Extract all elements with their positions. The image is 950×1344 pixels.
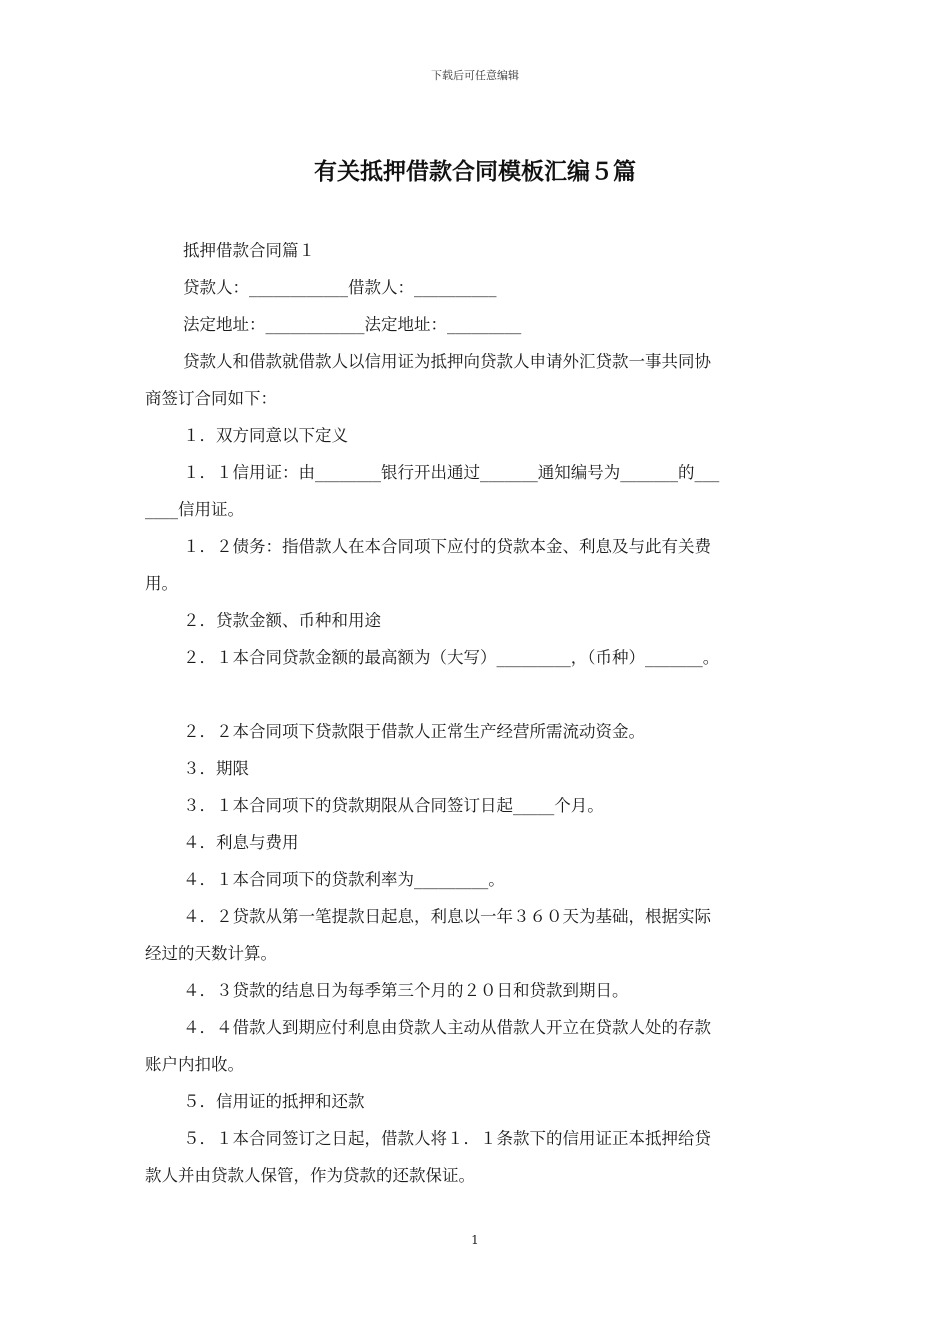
paragraph: 贷款人：____________借款人：__________ [183, 278, 497, 297]
paragraph: 法定地址：____________法定地址：_________ [183, 315, 522, 334]
paragraph: ４．２贷款从第一笔提款日起息，利息以一年３６０天为基础，根据实际 [183, 907, 711, 926]
paragraph: ４．利息与费用 [183, 833, 299, 852]
paragraph: ５．信用证的抵押和还款 [183, 1092, 365, 1111]
paragraph: ３．１本合同项下的贷款期限从合同签订日起_____个月。 [183, 796, 604, 815]
paragraph: １．双方同意以下定义 [183, 426, 348, 445]
paragraph: ５．１本合同签订之日起，借款人将１．１条款下的信用证正本抵押给贷 [183, 1129, 711, 1148]
paragraph: １．１信用证：由________银行开出通过_______通知编号为_______的___ [183, 463, 720, 482]
document-title: 有关抵押借款合同模板汇编５篇 [314, 159, 636, 185]
header-note: 下载后可任意编辑 [431, 69, 519, 82]
paragraph-continuation: 经过的天数计算。 [145, 944, 277, 963]
paragraph: ４．４借款人到期应付利息由贷款人主动从借款人开立在贷款人处的存款 [183, 1018, 711, 1037]
paragraph-continuation: 账户内扣收。 [145, 1055, 244, 1074]
paragraph: ２．１本合同贷款金额的最高额为（大写）_________，（币种）_______。 [183, 648, 720, 667]
paragraph: ２．贷款金额、币种和用途 [183, 611, 381, 630]
page-number: 1 [471, 1233, 479, 1247]
paragraph: 贷款人和借款就借款人以信用证为抵押向贷款人申请外汇贷款一事共同协 [183, 352, 711, 371]
paragraph-continuation: 用。 [145, 574, 178, 593]
paragraph: ４．１本合同项下的贷款利率为_________。 [183, 870, 505, 889]
paragraph: ４．３贷款的结息日为每季第三个月的２０日和贷款到期日。 [183, 981, 629, 1000]
document-body [145, 232, 812, 1194]
paragraph-continuation: ____信用证。 [145, 500, 244, 519]
paragraph: 抵押借款合同篇１ [183, 241, 315, 260]
paragraph: ３．期限 [183, 759, 249, 778]
paragraph: ２．２本合同项下贷款限于借款人正常生产经营所需流动资金。 [183, 722, 645, 741]
paragraph-continuation: 商签订合同如下： [145, 389, 277, 408]
blank-line [145, 676, 812, 713]
paragraph: １．２债务：指借款人在本合同项下应付的贷款本金、利息及与此有关费 [183, 537, 711, 556]
paragraph-continuation: 款人并由贷款人保管，作为贷款的还款保证。 [145, 1166, 475, 1185]
